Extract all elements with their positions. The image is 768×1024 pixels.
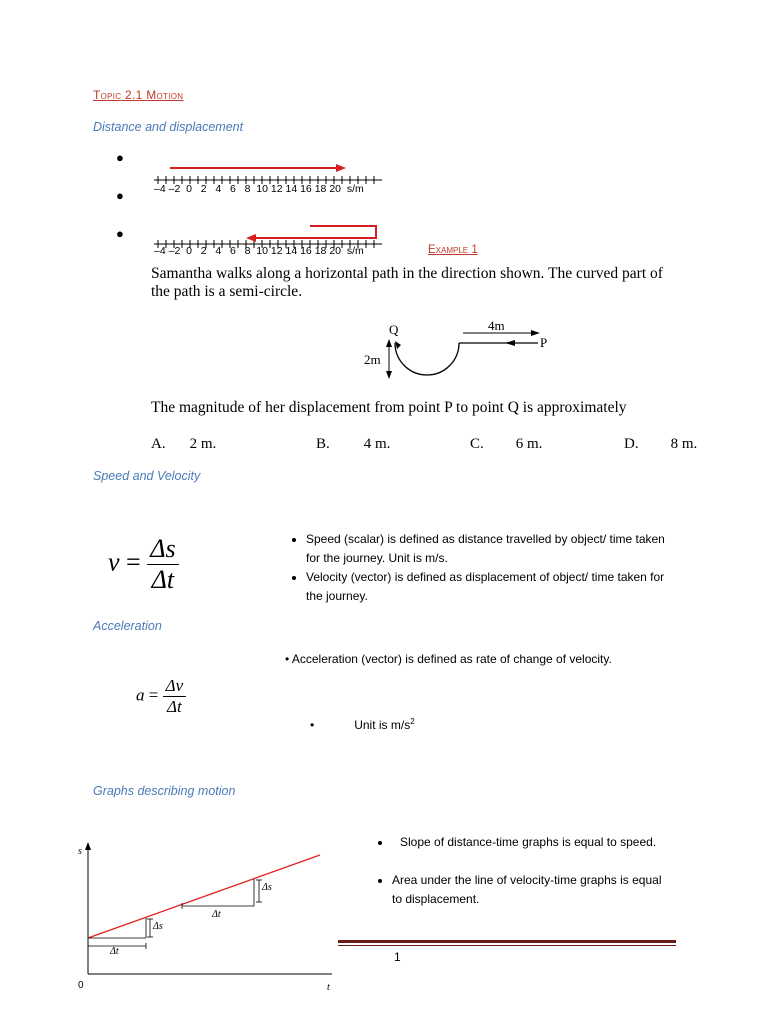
speed-bullets xyxy=(288,530,678,606)
number-line-2-labels: –4 –2 0 2 4 6 8 10 12 14 16 18 20 s/m xyxy=(154,245,364,257)
bullet-2: ● xyxy=(116,188,124,203)
option-c: C. 6 m. xyxy=(470,436,543,452)
section-heading-speed: Speed and Velocity xyxy=(93,469,201,483)
graph-x-label: t xyxy=(327,982,330,993)
distance-time-line xyxy=(88,855,320,938)
point-q-label: Q xyxy=(389,322,399,337)
velocity-definition: • Velocity (vector) is defined as displacement of object/ time taken for the journey. xyxy=(306,568,678,606)
section-heading-graphs: Graphs describing motion xyxy=(93,784,236,798)
question-text: The magnitude of her displacement from point P to point Q is approximately xyxy=(151,399,627,416)
graph-ds-label-1: Δs xyxy=(153,921,163,932)
graph-dt-label-2: Δt xyxy=(212,909,221,920)
arrowhead-left xyxy=(246,234,256,242)
speed-definition: • Speed (scalar) is defined as distance travelled by object/ time taken for the journey. Unit is m/s. xyxy=(306,530,678,568)
example-label: Example 1 xyxy=(428,244,478,256)
number-line-diagram-2 xyxy=(150,220,430,264)
number-line-1-labels: –4 –2 0 2 4 6 8 10 12 14 16 18 20 s/m xyxy=(154,183,364,195)
distance-time-graph xyxy=(70,840,340,990)
footer-rule-thin xyxy=(338,945,676,946)
acceleration-formula: a = $\frac{\Delta v}{\Delta t}$ xyxy=(136,676,186,717)
graph-bullets xyxy=(374,833,674,909)
footer-rule xyxy=(338,940,676,943)
section-heading-acceleration: Acceleration xyxy=(93,619,162,633)
graph-dt-label-1: Δt xyxy=(110,946,119,957)
acceleration-definition: • Acceleration (vector) is defined as rate of change of velocity. xyxy=(285,652,612,666)
displacement-path-return xyxy=(254,226,376,238)
slope-bullet: • Slope of distance-time graphs is equal to speed. xyxy=(392,833,674,852)
graph-origin-label: 0 xyxy=(78,980,84,991)
semicircle-path-diagram xyxy=(355,315,565,385)
arrowhead-right xyxy=(336,164,346,172)
option-b: B. 4 m. xyxy=(316,436,391,452)
option-d: D. 8 m. xyxy=(624,436,698,452)
page-number: 1 xyxy=(394,950,401,964)
area-bullet: • Area under the line of velocity-time graphs is equal to displacement. xyxy=(392,871,674,909)
option-a: A. 2 m. xyxy=(151,436,217,452)
graph-ds-label-2: Δs xyxy=(262,882,272,893)
topic-title: Topic 2.1 Motion xyxy=(93,88,184,102)
dimension-4m-label: 4m xyxy=(488,318,505,333)
bullet-3: ● xyxy=(116,226,124,241)
graph-y-label: s xyxy=(78,846,82,857)
section-heading-distance: Distance and displacement xyxy=(93,120,244,134)
acceleration-unit: • Unit is $m/s^2$ xyxy=(310,717,415,732)
dimension-2m-label: 2m xyxy=(364,352,381,367)
point-p-label: P xyxy=(540,335,548,350)
speed-formula: v = $\frac{\Delta s}{\Delta t}$ xyxy=(108,534,179,595)
bullet-1: ● xyxy=(116,150,124,165)
example-text: Samantha walks along a horizontal path in the direction shown. The curved part of the path is a semi-circle. xyxy=(151,265,663,300)
